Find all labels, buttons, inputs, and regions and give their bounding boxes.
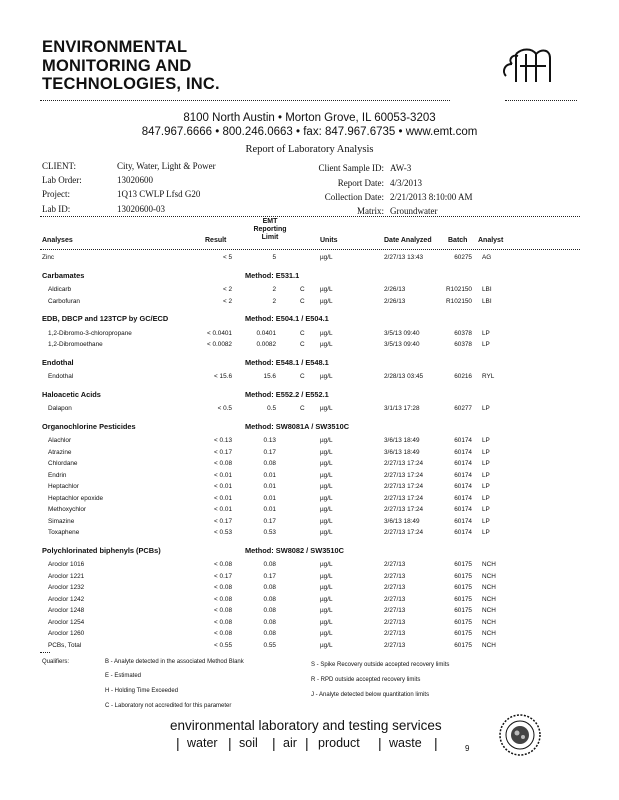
qualifier-h: H - Holding Time Exceeded bbox=[105, 688, 179, 694]
company-name bbox=[42, 38, 220, 94]
units-value: µg/L bbox=[320, 595, 333, 603]
units-value: µg/L bbox=[320, 437, 333, 444]
result-value: < 0.17 bbox=[214, 572, 232, 580]
divider: | bbox=[378, 735, 382, 751]
divider: | bbox=[305, 735, 309, 751]
analyte-name: Chlordane bbox=[48, 460, 78, 467]
qualifier-b: B - Analyte detected in the associated Method Blank bbox=[105, 659, 244, 665]
group-method: Method: SW8081A / SW3510C bbox=[245, 421, 350, 431]
analyte-name: PCBs, Total bbox=[48, 641, 82, 649]
batch-value: 60174 bbox=[454, 517, 472, 525]
reporting-limit-value: 2 bbox=[272, 297, 276, 305]
emt-logo-icon bbox=[500, 46, 556, 86]
result-value: < 0.08 bbox=[214, 584, 232, 591]
sample-id-label: Client Sample ID: bbox=[318, 163, 384, 173]
analyst-value: NCH bbox=[482, 630, 496, 637]
service-soil: soil bbox=[239, 736, 258, 750]
qualifier-flag: C bbox=[300, 329, 305, 337]
result-value: < 2 bbox=[222, 286, 232, 293]
reporting-limit-value: 0.17 bbox=[263, 448, 276, 456]
header-rule-right bbox=[505, 100, 577, 101]
reporting-limit-value: 0.17 bbox=[263, 572, 276, 580]
result-value: < 0.01 bbox=[214, 483, 232, 490]
analyte-name: Aroclor 1232 bbox=[48, 584, 85, 591]
date-analyzed-value: 3/6/13 18:49 bbox=[384, 517, 420, 525]
header-result: Result bbox=[205, 237, 227, 244]
reporting-limit-value: 15.6 bbox=[263, 373, 276, 380]
group-heading: Carbamates bbox=[42, 270, 85, 280]
qualifiers-label: Qualifiers: bbox=[42, 659, 70, 665]
date-analyzed-value: 2/27/13 bbox=[384, 572, 406, 580]
analyst-value: NCH bbox=[482, 618, 496, 626]
batch-value: 60174 bbox=[454, 437, 472, 444]
reporting-limit-value: 0.08 bbox=[263, 595, 276, 603]
units-value: µg/L bbox=[320, 373, 333, 380]
group-method: Method: SW8082 / SW3510C bbox=[245, 545, 344, 555]
date-analyzed-value: 2/26/13 bbox=[384, 286, 406, 293]
date-analyzed-value: 3/1/13 17:28 bbox=[384, 405, 420, 412]
analyte-name: Alachlor bbox=[48, 437, 72, 444]
result-value: < 0.08 bbox=[214, 618, 232, 626]
units-value: µg/L bbox=[320, 584, 333, 591]
units-value: µg/L bbox=[320, 641, 333, 649]
analyst-value: LP bbox=[482, 329, 490, 337]
analyte-name: Aroclor 1248 bbox=[48, 607, 85, 614]
result-value: < 0.17 bbox=[214, 517, 232, 525]
analyte-name: Endothal bbox=[48, 373, 74, 380]
batch-value: 60277 bbox=[454, 405, 472, 412]
qualifier-flag: C bbox=[300, 405, 305, 412]
reporting-limit-value: 0.08 bbox=[263, 584, 276, 591]
qualifier-flag: C bbox=[300, 341, 305, 348]
date-analyzed-value: 2/27/13 bbox=[384, 595, 406, 603]
analyte-name: Aroclor 1254 bbox=[48, 618, 85, 626]
analyst-value: LP bbox=[482, 405, 490, 412]
batch-value: 60174 bbox=[454, 460, 472, 467]
company-name-line2: MONITORING AND bbox=[42, 56, 192, 75]
service-water: water bbox=[187, 736, 218, 750]
result-value: < 2 bbox=[222, 297, 232, 305]
header-rule bbox=[40, 100, 450, 101]
meta-rule bbox=[40, 216, 580, 217]
result-value: < 0.0082 bbox=[206, 341, 232, 348]
header-batch: Batch bbox=[448, 237, 468, 244]
date-analyzed-value: 2/27/13 17:24 bbox=[384, 506, 424, 513]
analyst-value: RYL bbox=[482, 373, 495, 380]
analyst-value: LP bbox=[482, 471, 490, 479]
project-label: Project: bbox=[42, 189, 70, 199]
date-analyzed-value: 2/27/13 17:24 bbox=[384, 460, 424, 467]
date-analyzed-value: 2/27/13 bbox=[384, 584, 406, 591]
analyst-value: LP bbox=[482, 460, 490, 467]
batch-value: 60378 bbox=[454, 341, 472, 348]
result-value: < 0.08 bbox=[214, 460, 232, 467]
reporting-limit-value: 0.5 bbox=[267, 405, 276, 412]
result-value: < 0.5 bbox=[217, 405, 232, 412]
date-analyzed-value: 2/27/13 bbox=[384, 641, 406, 649]
units-value: µg/L bbox=[320, 329, 333, 337]
batch-value: 60174 bbox=[454, 483, 472, 490]
group-heading: Organochlorine Pesticides bbox=[42, 421, 136, 431]
analyte-name: Aroclor 1016 bbox=[48, 561, 85, 568]
reporting-limit-value: 0.17 bbox=[263, 517, 276, 525]
group-heading: Polychlorinated biphenyls (PCBs) bbox=[42, 545, 161, 555]
lab-id-value: 13020600-03 bbox=[117, 204, 165, 214]
date-analyzed-value: 2/27/13 17:24 bbox=[384, 483, 424, 490]
qualifier-r: R - RPD outside accepted recovery limits bbox=[311, 677, 421, 683]
result-value: < 0.08 bbox=[214, 630, 232, 637]
analyst-value: LBI bbox=[482, 297, 492, 305]
qualifier-e: E - Estimated bbox=[105, 673, 142, 679]
reporting-limit-value: 5 bbox=[272, 254, 276, 261]
analyte-name: Aroclor 1242 bbox=[48, 595, 85, 603]
batch-value: 60175 bbox=[454, 595, 472, 603]
date-analyzed-value: 2/27/13 17:24 bbox=[384, 529, 424, 536]
header-date-analyzed: Date Analyzed bbox=[384, 237, 432, 244]
date-analyzed-value: 2/27/13 17:24 bbox=[384, 494, 424, 502]
units-value: µg/L bbox=[320, 517, 333, 525]
batch-value: 60175 bbox=[454, 572, 472, 580]
report-date-label: Report Date: bbox=[337, 178, 384, 188]
qualifier-rule bbox=[40, 652, 50, 653]
analyst-value: AG bbox=[482, 254, 492, 261]
analyte-name: Methoxychlor bbox=[48, 506, 87, 513]
qualifier-flag: C bbox=[300, 373, 305, 380]
header-analyst: Analyst bbox=[478, 237, 504, 244]
units-value: µg/L bbox=[320, 448, 333, 456]
lab-id-label: Lab ID: bbox=[42, 204, 71, 214]
project-value: 1Q13 CWLP Lfsd G20 bbox=[117, 189, 201, 199]
analyst-value: LP bbox=[482, 506, 490, 513]
date-analyzed-value: 3/5/13 09:40 bbox=[384, 329, 420, 337]
batch-value: 60175 bbox=[454, 641, 472, 649]
analyte-name: Aroclor 1221 bbox=[48, 572, 85, 580]
service-product: product bbox=[318, 736, 360, 750]
date-analyzed-value: 3/6/13 18:49 bbox=[384, 448, 420, 456]
analyte-name: Heptachlor bbox=[48, 483, 79, 490]
units-value: µg/L bbox=[320, 494, 333, 502]
lab-order-label: Lab Order: bbox=[42, 175, 82, 185]
batch-value: 60175 bbox=[454, 630, 472, 637]
analyte-name: Simazine bbox=[48, 517, 75, 525]
qualifier-j: J - Analyte detected below quantitation limits bbox=[311, 692, 430, 698]
units-value: µg/L bbox=[320, 618, 333, 626]
reporting-limit-value: 0.13 bbox=[263, 437, 276, 444]
units-value: µg/L bbox=[320, 483, 333, 490]
page-number: 9 bbox=[465, 744, 470, 753]
result-value: < 0.0401 bbox=[206, 329, 232, 337]
analyst-value: LP bbox=[482, 483, 490, 490]
analyst-value: NCH bbox=[482, 607, 496, 614]
group-heading: EDB, DBCP and 123TCP by GC/ECD bbox=[42, 314, 169, 323]
analyte-name: Zinc bbox=[42, 254, 55, 261]
batch-value: 60175 bbox=[454, 561, 472, 568]
analyte-name: Carbofuran bbox=[48, 297, 80, 305]
analyst-value: LP bbox=[482, 448, 490, 456]
service-air: air bbox=[283, 736, 297, 750]
reporting-limit-value: 0.0401 bbox=[256, 329, 276, 337]
date-analyzed-value: 2/28/13 03:45 bbox=[384, 373, 424, 380]
units-value: µg/L bbox=[320, 460, 333, 467]
date-analyzed-value: 3/5/13 09:40 bbox=[384, 341, 420, 348]
reporting-limit-value: 2 bbox=[272, 286, 276, 293]
units-value: µg/L bbox=[320, 529, 333, 536]
result-value: < 0.55 bbox=[214, 641, 232, 649]
divider: | bbox=[434, 735, 438, 751]
client-value: City, Water, Light & Power bbox=[117, 161, 216, 171]
qualifier-s: S - Spike Recovery outside accepted recovery limits bbox=[311, 662, 450, 668]
units-value: µg/L bbox=[320, 607, 333, 614]
services-tagline: environmental laboratory and testing services bbox=[170, 718, 442, 733]
analyte-name: Heptachlor epoxide bbox=[48, 494, 104, 502]
analyst-value: LP bbox=[482, 437, 490, 444]
units-value: µg/L bbox=[320, 297, 333, 305]
accreditation-seal-icon bbox=[497, 712, 543, 758]
analyst-value: NCH bbox=[482, 584, 496, 591]
group-method: Method: E552.2 / E552.1 bbox=[245, 389, 329, 399]
reporting-limit-value: 0.01 bbox=[263, 471, 276, 479]
batch-value: 60174 bbox=[454, 471, 472, 479]
reporting-limit-value: 0.01 bbox=[263, 506, 276, 513]
analyte-name: Atrazine bbox=[48, 448, 72, 456]
analyst-value: LP bbox=[482, 494, 490, 502]
batch-value: R102150 bbox=[446, 286, 472, 293]
analyte-name: Aroclor 1260 bbox=[48, 630, 85, 637]
group-heading: Haloacetic Acids bbox=[42, 389, 101, 399]
result-value: < 0.53 bbox=[214, 529, 232, 536]
analyte-name: 1,2-Dibromo-3-chloropropane bbox=[48, 329, 132, 337]
date-analyzed-value: 2/27/13 bbox=[384, 561, 406, 568]
report-date-value: 4/3/2013 bbox=[390, 178, 423, 188]
qualifier-flag: C bbox=[300, 286, 305, 293]
result-value: < 0.01 bbox=[214, 494, 232, 502]
group-method: Method: E531.1 bbox=[245, 270, 300, 280]
date-analyzed-value: 2/27/13 bbox=[384, 618, 406, 626]
collection-date-value: 2/21/2013 8:10:00 AM bbox=[390, 192, 473, 202]
analyst-value: NCH bbox=[482, 641, 496, 649]
date-analyzed-value: 2/26/13 bbox=[384, 297, 406, 305]
group-method: Method: E548.1 / E548.1 bbox=[245, 357, 329, 367]
batch-value: 60378 bbox=[454, 329, 472, 337]
reporting-limit-value: 0.55 bbox=[263, 641, 276, 649]
batch-value: 60275 bbox=[454, 254, 472, 261]
result-value: < 0.08 bbox=[214, 561, 232, 568]
analyte-name: Dalapon bbox=[48, 405, 72, 412]
batch-value: 60175 bbox=[454, 584, 472, 591]
result-value: < 0.08 bbox=[214, 595, 232, 603]
company-name-line3: TECHNOLOGIES, INC. bbox=[42, 75, 220, 93]
matrix-label: Matrix: bbox=[357, 206, 384, 216]
result-value: < 0.17 bbox=[214, 448, 232, 456]
analyte-name: Endrin bbox=[48, 471, 67, 479]
date-analyzed-value: 2/27/13 bbox=[384, 630, 406, 637]
units-value: µg/L bbox=[320, 405, 333, 412]
result-value: < 0.13 bbox=[214, 437, 232, 444]
result-value: < 0.01 bbox=[214, 471, 232, 479]
divider: | bbox=[228, 735, 232, 751]
date-analyzed-value: 2/27/13 13:43 bbox=[384, 254, 424, 261]
header-analyses: Analyses bbox=[42, 237, 73, 244]
units-value: µg/L bbox=[320, 254, 333, 261]
date-analyzed-value: 2/27/13 17:24 bbox=[384, 471, 424, 479]
batch-value: R102150 bbox=[446, 297, 472, 305]
divider: | bbox=[176, 735, 180, 751]
analyte-name: 1,2-Dibromoethane bbox=[48, 341, 103, 348]
company-contact: 847.967.6666 • 800.246.0663 • fax: 847.967.6735 • www.emt.com bbox=[141, 126, 478, 138]
reporting-limit-value: 0.53 bbox=[263, 529, 276, 536]
analyst-value: NCH bbox=[482, 561, 496, 568]
reporting-limit-value: 0.08 bbox=[263, 460, 276, 467]
result-value: < 5 bbox=[222, 254, 232, 261]
analyte-name: Aldicarb bbox=[48, 286, 72, 293]
header-units: Units bbox=[320, 237, 338, 244]
qualifier-c: C - Laboratory not accredited for this parameter bbox=[105, 703, 232, 709]
units-value: µg/L bbox=[320, 630, 333, 637]
result-value: < 15.6 bbox=[214, 373, 232, 380]
client-label: CLIENT: bbox=[42, 161, 77, 171]
sample-id-value: AW-3 bbox=[390, 163, 412, 173]
batch-value: 60174 bbox=[454, 529, 472, 536]
reporting-limit-value: 0.01 bbox=[263, 494, 276, 502]
batch-value: 60175 bbox=[454, 607, 472, 614]
reporting-limit-value: 0.08 bbox=[263, 630, 276, 637]
analyst-value: NCH bbox=[482, 572, 496, 580]
analyst-value: LBI bbox=[482, 286, 492, 293]
reporting-limit-value: 0.0082 bbox=[256, 341, 276, 348]
analyst-value: LP bbox=[482, 529, 490, 536]
report-title: Report of Laboratory Analysis bbox=[245, 144, 374, 155]
analyst-value: LP bbox=[482, 341, 490, 348]
units-value: µg/L bbox=[320, 506, 333, 513]
batch-value: 60174 bbox=[454, 506, 472, 513]
reporting-limit-value: 0.08 bbox=[263, 607, 276, 614]
column-header-rule bbox=[40, 249, 580, 250]
units-value: µg/L bbox=[320, 286, 333, 293]
date-analyzed-value: 2/27/13 bbox=[384, 607, 406, 614]
units-value: µg/L bbox=[320, 341, 333, 348]
qualifier-flag: C bbox=[300, 297, 305, 305]
service-waste: waste bbox=[389, 736, 422, 750]
group-method: Method: E504.1 / E504.1 bbox=[245, 314, 329, 323]
batch-value: 60216 bbox=[454, 373, 472, 380]
analyte-name: Toxaphene bbox=[48, 529, 80, 536]
group-heading: Endothal bbox=[42, 357, 74, 367]
batch-value: 60174 bbox=[454, 494, 472, 502]
units-value: µg/L bbox=[320, 572, 333, 580]
units-value: µg/L bbox=[320, 471, 333, 479]
analyst-value: NCH bbox=[482, 595, 496, 603]
company-address: 8100 North Austin • Morton Grove, IL 60053-3203 bbox=[183, 112, 436, 124]
lab-order-value: 13020600 bbox=[117, 175, 153, 185]
matrix-value: Groundwater bbox=[390, 206, 438, 216]
units-value: µg/L bbox=[320, 561, 333, 568]
collection-date-label: Collection Date: bbox=[324, 192, 384, 202]
analyst-value: LP bbox=[482, 517, 490, 525]
company-name-line1: ENVIRONMENTAL bbox=[42, 38, 188, 56]
batch-value: 60174 bbox=[454, 448, 472, 456]
divider: | bbox=[272, 735, 276, 751]
result-value: < 0.08 bbox=[214, 607, 232, 614]
result-value: < 0.01 bbox=[214, 506, 232, 513]
batch-value: 60175 bbox=[454, 618, 472, 626]
reporting-limit-value: 0.08 bbox=[263, 618, 276, 626]
reporting-limit-value: 0.08 bbox=[263, 561, 276, 568]
header-reporting-limit: EMT Reporting Limit bbox=[253, 218, 287, 241]
reporting-limit-value: 0.01 bbox=[263, 483, 276, 490]
date-analyzed-value: 3/6/13 18:49 bbox=[384, 437, 420, 444]
